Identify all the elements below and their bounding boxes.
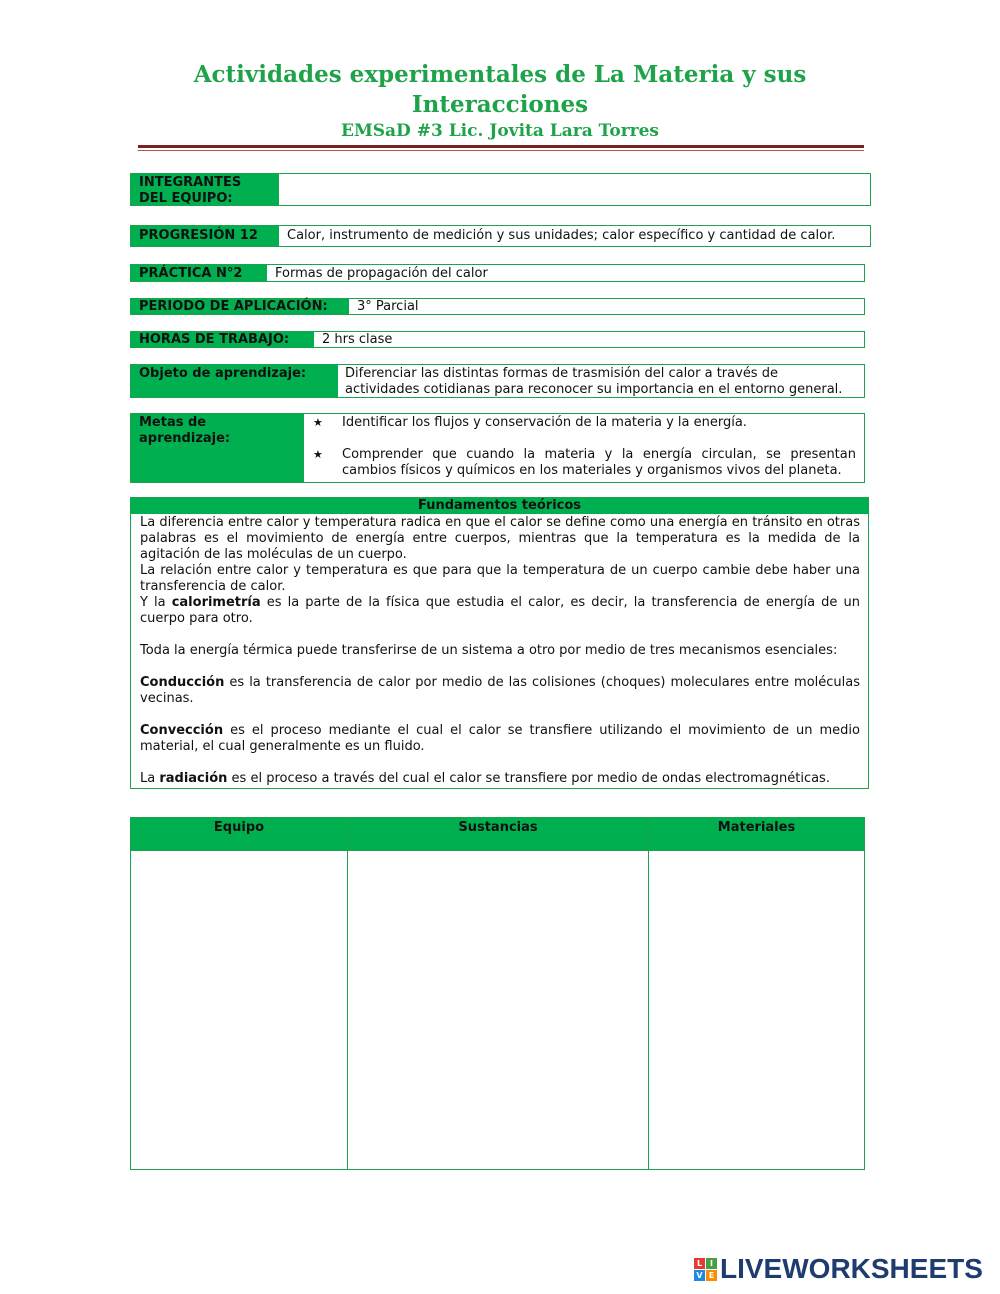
horas-value: 2 hrs clase: [322, 332, 393, 347]
fundamentos-paragraph: La diferencia entre calor y temperatura radica en que el calor se define como una energía en tránsito en otras palabras es el movimiento de energía entre cuerpos, mientras que la temperatura es la medida de la agitación de las moléculas de un cuerpo.: [140, 515, 860, 562]
fundamentos-paragraph: Conducción es la transferencia de calor por medio de las colisiones (choques) moleculares entre moléculas vecinas.: [140, 675, 860, 706]
practica-row: [130, 264, 865, 282]
progresion-row: [130, 225, 871, 247]
star-bullet-icon: ★: [313, 448, 323, 461]
liveworksheets-wordmark: LIVEWORKSHEETS: [720, 1253, 983, 1284]
liveworksheets-brand[interactable]: [694, 1254, 983, 1284]
horas-row: [130, 331, 865, 348]
metas-row: [130, 413, 865, 483]
document-subtitle: EMSaD #3 Lic. Jovita Lara Torres: [340, 121, 660, 141]
header-rule-thin: [138, 150, 864, 151]
fundamentos-paragraph: Toda la energía térmica puede transferirse de un sistema a otro por medio de tres mecanismos esenciales:: [140, 643, 838, 658]
horas-label: HORAS DE TRABAJO:: [131, 332, 314, 347]
fundamentos-section: [130, 497, 869, 789]
fundamentos-body: [131, 514, 868, 788]
periodo-label: PERIODO DE APLICACIÓN:: [131, 299, 349, 314]
objeto-value: Diferenciar las distintas formas de trasmisión del calor a través de actividades cotidianas para reconocer su importancia en el entorno general.: [345, 366, 843, 397]
materiales-column: [649, 818, 864, 1169]
sustancias-input-area[interactable]: [348, 851, 648, 1169]
star-bullet-icon: ★: [313, 416, 323, 429]
metas-item: ★ Comprender que cuando la materia y la energía circulan, se presentan cambios físicos y químicos en los materiales y organismos vivos del planeta.: [313, 447, 856, 478]
practica-value: Formas de propagación del calor: [275, 266, 488, 281]
sustancias-column: [348, 818, 649, 1169]
periodo-row: [130, 298, 865, 315]
fundamentos-paragraph: Convección es el proceso mediante el cual el calor se transfiere utilizando el movimiento de un medio material, el cual generalmente es un fluido.: [140, 723, 860, 754]
metas-item: ★ Identificar los flujos y conservación de la materia y la energía.: [313, 415, 747, 430]
equipo-input-area[interactable]: [131, 851, 347, 1169]
document-title-line1: Actividades experimentales de La Materia y sus: [193, 61, 807, 88]
objeto-label: Objeto de aprendizaje:: [131, 365, 338, 397]
fundamentos-paragraph: La radiación es el proceso a través del cual el calor se transfiere por medio de ondas electromagnéticas.: [140, 771, 830, 786]
progresion-value: Calor, instrumento de medición y sus unidades; calor específico y cantidad de calor.: [287, 228, 836, 243]
metas-list: [303, 414, 864, 482]
integrantes-label: INTEGRANTES DEL EQUIPO:: [131, 174, 279, 205]
practica-label: PRÁCTICA N°2: [131, 265, 267, 281]
document-header: [130, 60, 870, 142]
integrantes-row: [130, 173, 871, 206]
objeto-row: [130, 364, 865, 398]
liveworksheets-logo-icon: L I V E: [694, 1258, 717, 1281]
equipo-column: [131, 818, 348, 1169]
fundamentos-paragraph: Y la calorimetría es la parte de la física que estudia el calor, es decir, la transferencia de energía de un cuerpo para otro.: [140, 595, 860, 626]
fundamentos-heading: Fundamentos teóricos: [131, 498, 868, 514]
materiales-header: Materiales: [649, 818, 864, 851]
progresion-label: PROGRESIÓN 12: [131, 226, 279, 246]
fundamentos-paragraph: La relación entre calor y temperatura es que para que la temperatura de un cuerpo cambie debe haber una transferencia de calor.: [140, 563, 860, 594]
integrantes-input[interactable]: [279, 174, 870, 205]
periodo-value: 3° Parcial: [357, 299, 419, 314]
materiales-input-area[interactable]: [649, 851, 864, 1169]
document-title-line2: Interacciones: [411, 91, 589, 118]
sustancias-header: Sustancias: [348, 818, 648, 851]
metas-label: Metas de aprendizaje:: [131, 414, 303, 482]
materials-table: [130, 817, 865, 1170]
equipo-header: Equipo: [131, 818, 347, 851]
header-rule: [138, 145, 864, 148]
